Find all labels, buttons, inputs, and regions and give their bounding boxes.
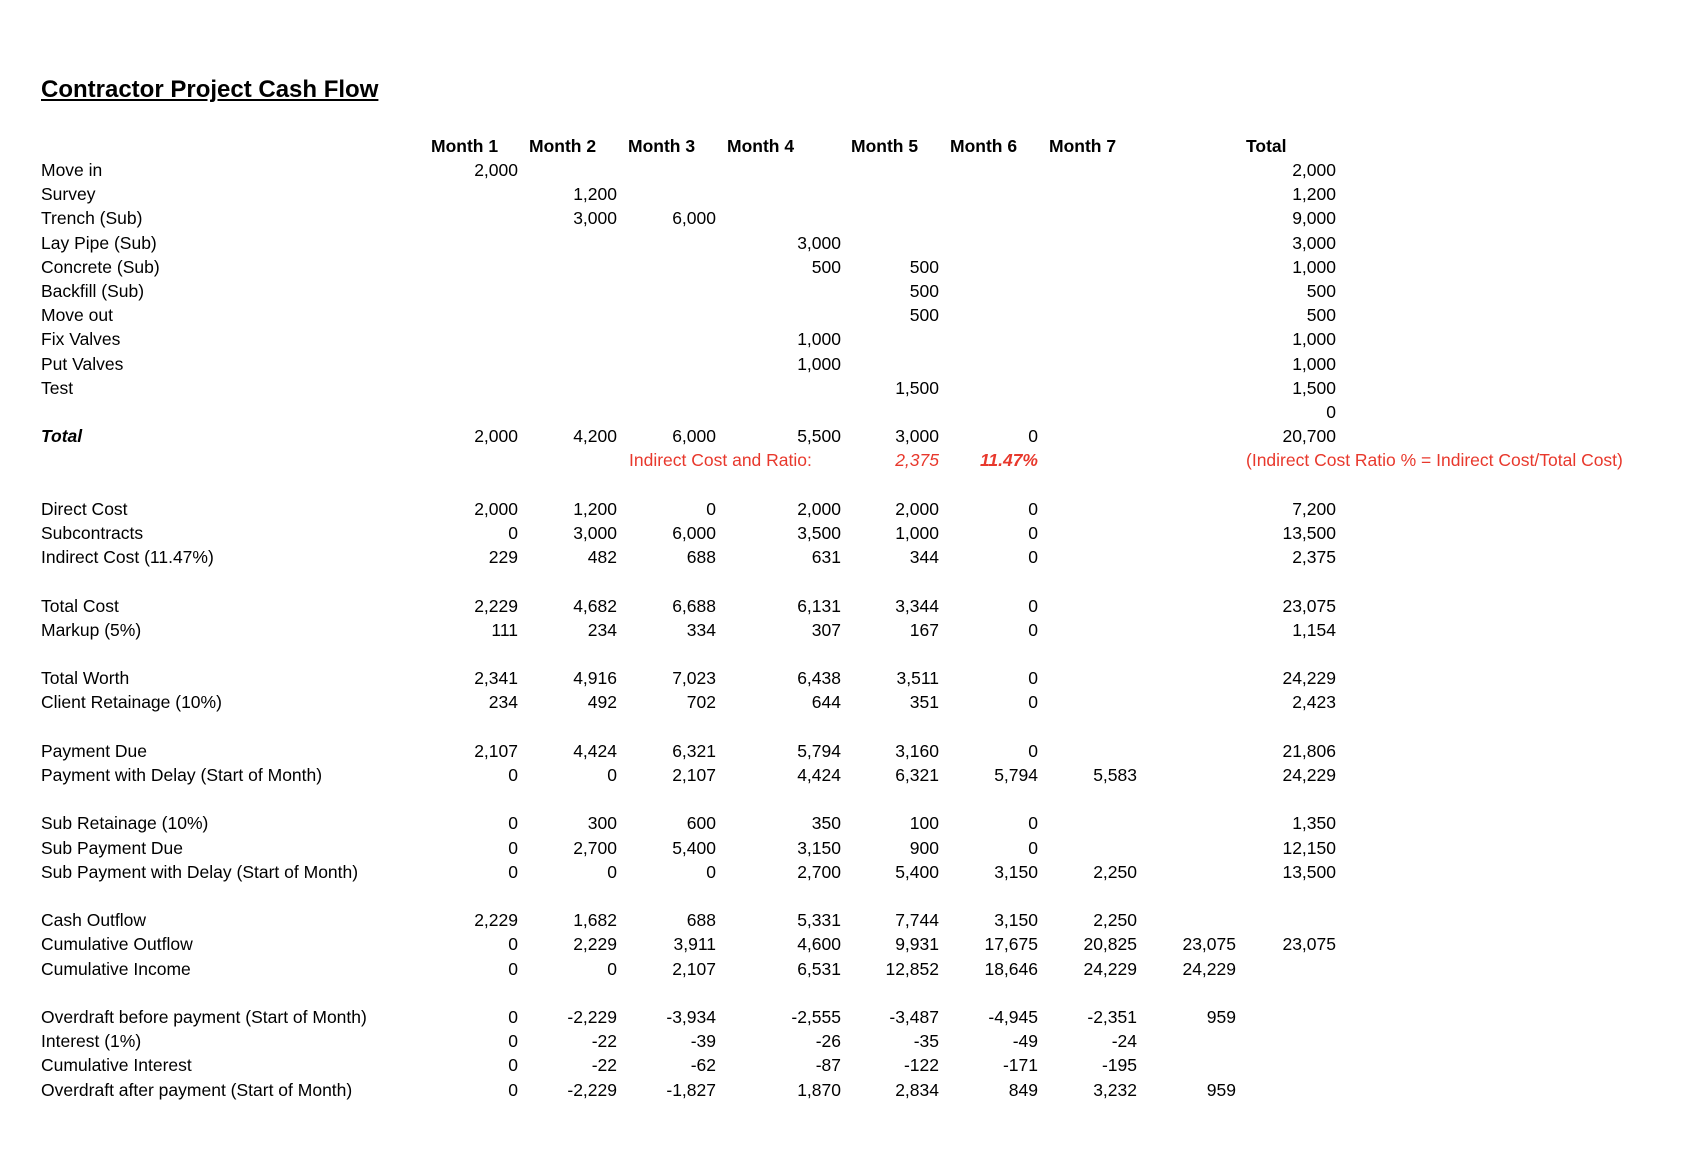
value-cell: 0: [1326, 402, 1336, 422]
value-cell: 4,424: [573, 741, 617, 761]
row-label: Subcontracts: [41, 523, 144, 543]
value-cell: 0: [1028, 499, 1038, 519]
value-cell: 2,834: [895, 1080, 939, 1100]
value-cell: 3,000: [797, 233, 841, 253]
value-cell: 20,825: [1083, 934, 1137, 954]
value-cell: 0: [508, 862, 518, 882]
value-cell: 0: [508, 1080, 518, 1100]
value-cell: 1,500: [895, 378, 939, 398]
value-cell: 6,688: [672, 596, 716, 616]
value-cell: 12,852: [885, 959, 939, 979]
value-cell: 3,150: [994, 910, 1038, 930]
value-cell: 0: [1028, 596, 1038, 616]
row-label: Payment with Delay (Start of Month): [41, 765, 323, 785]
value-cell: 234: [488, 692, 518, 712]
value-cell: 900: [909, 838, 939, 858]
value-cell: 0: [508, 765, 518, 785]
value-cell: 500: [909, 281, 939, 301]
value-cell: 1,000: [1292, 257, 1336, 277]
value-cell: 2,000: [474, 499, 518, 519]
value-cell: -3,934: [666, 1007, 716, 1027]
value-cell: 300: [587, 813, 617, 833]
value-cell: 2,375: [1292, 547, 1336, 567]
value-cell: 12,150: [1282, 838, 1336, 858]
value-cell: 1,000: [1292, 354, 1336, 374]
value-cell: 2,000: [895, 499, 939, 519]
value-cell: 0: [1028, 620, 1038, 640]
value-cell: 2,700: [797, 862, 841, 882]
column-header: Month 2: [529, 136, 597, 156]
value-cell: -87: [815, 1055, 841, 1075]
value-cell: 334: [686, 620, 716, 640]
value-cell: -2,555: [791, 1007, 841, 1027]
value-cell: 6,438: [797, 668, 841, 688]
column-header: Total: [1246, 136, 1287, 156]
value-cell: 0: [1028, 692, 1038, 712]
row-label: Fix Valves: [41, 329, 121, 349]
value-cell: 350: [811, 813, 841, 833]
value-cell: 7,744: [895, 910, 939, 930]
indirect-cost-ratio: 11.47%: [979, 450, 1038, 470]
value-cell: 959: [1206, 1080, 1236, 1100]
row-label: Lay Pipe (Sub): [41, 233, 157, 253]
value-cell: 500: [909, 305, 939, 325]
value-cell: 959: [1206, 1007, 1236, 1027]
value-cell: 20,700: [1282, 426, 1336, 446]
value-cell: 2,423: [1292, 692, 1336, 712]
value-cell: 2,107: [672, 765, 716, 785]
value-cell: 702: [686, 692, 716, 712]
column-header: Month 1: [431, 136, 499, 156]
value-cell: 600: [686, 813, 716, 833]
value-cell: 234: [587, 620, 617, 640]
value-cell: 0: [508, 934, 518, 954]
value-cell: -2,351: [1087, 1007, 1137, 1027]
value-cell: 4,424: [797, 765, 841, 785]
row-label: Overdraft before payment (Start of Month): [41, 1007, 367, 1027]
row-label: Cumulative Outflow: [41, 934, 193, 954]
value-cell: 1,000: [895, 523, 939, 543]
value-cell: 5,583: [1093, 765, 1137, 785]
value-cell: 5,794: [797, 741, 841, 761]
value-cell: 3,500: [797, 523, 841, 543]
row-label: Backfill (Sub): [41, 281, 145, 301]
value-cell: 5,331: [797, 910, 841, 930]
row-label: Sub Payment with Delay (Start of Month): [41, 862, 359, 882]
value-cell: 6,321: [895, 765, 939, 785]
row-label: Total Worth: [41, 668, 130, 688]
page-title: Contractor Project Cash Flow: [41, 76, 379, 103]
value-cell: 0: [1028, 523, 1038, 543]
row-label: Survey: [41, 184, 96, 204]
value-cell: 1,350: [1292, 813, 1336, 833]
value-cell: 3,000: [573, 523, 617, 543]
value-cell: 1,200: [1292, 184, 1336, 204]
value-cell: 351: [909, 692, 939, 712]
value-cell: 1,500: [1292, 378, 1336, 398]
value-cell: 7,200: [1292, 499, 1336, 519]
row-label: Cash Outflow: [41, 910, 147, 930]
value-cell: 0: [508, 523, 518, 543]
value-cell: -22: [591, 1031, 617, 1051]
value-cell: 3,911: [673, 934, 716, 954]
value-cell: 5,400: [672, 838, 716, 858]
row-label: Markup (5%): [41, 620, 142, 640]
value-cell: 5,794: [994, 765, 1038, 785]
value-cell: 3,511: [896, 668, 939, 688]
row-label: Payment Due: [41, 741, 148, 761]
value-cell: -39: [690, 1031, 716, 1051]
row-label: Cumulative Interest: [41, 1055, 192, 1075]
row-label: Direct Cost: [41, 499, 128, 519]
indirect-cost-value: 2,375: [895, 450, 939, 470]
value-cell: 4,200: [573, 426, 617, 446]
value-cell: -49: [1012, 1031, 1038, 1051]
column-header: Month 4: [727, 136, 795, 156]
value-cell: 17,675: [984, 934, 1038, 954]
value-cell: -2,229: [567, 1080, 617, 1100]
value-cell: 4,916: [573, 668, 617, 688]
value-cell: 1,870: [797, 1080, 841, 1100]
value-cell: 7,023: [672, 668, 716, 688]
value-cell: -26: [815, 1031, 841, 1051]
value-cell: 0: [1028, 426, 1038, 446]
value-cell: 0: [607, 959, 617, 979]
value-cell: 111: [491, 620, 518, 640]
value-cell: 2,700: [573, 838, 617, 858]
value-cell: 344: [909, 547, 939, 567]
value-cell: 167: [909, 620, 939, 640]
value-cell: 307: [811, 620, 841, 640]
value-cell: 23,075: [1182, 934, 1236, 954]
value-cell: 500: [811, 257, 841, 277]
value-cell: 5,400: [895, 862, 939, 882]
row-label: Put Valves: [41, 354, 124, 374]
value-cell: 0: [508, 1007, 518, 1027]
value-cell: 24,229: [1282, 668, 1336, 688]
value-cell: 24,229: [1282, 765, 1336, 785]
value-cell: 2,107: [474, 741, 518, 761]
value-cell: -22: [591, 1055, 617, 1075]
row-label: Sub Payment Due: [41, 838, 184, 858]
value-cell: 482: [587, 547, 617, 567]
column-header: Month 7: [1049, 136, 1117, 156]
value-cell: 6,531: [797, 959, 841, 979]
indirect-ratio-formula: (Indirect Cost Ratio % = Indirect Cost/Total Cost): [1246, 450, 1623, 470]
column-header: Month 5: [851, 136, 919, 156]
value-cell: 0: [508, 813, 518, 833]
value-cell: 6,000: [672, 523, 716, 543]
value-cell: 2,229: [573, 934, 617, 954]
value-cell: 492: [587, 692, 617, 712]
value-cell: 0: [508, 1055, 518, 1075]
value-cell: 3,344: [895, 596, 939, 616]
value-cell: 3,232: [1093, 1080, 1137, 1100]
value-cell: 4,600: [797, 934, 841, 954]
value-cell: 2,000: [474, 160, 518, 180]
value-cell: 1,000: [1292, 329, 1336, 349]
value-cell: 631: [811, 547, 841, 567]
value-cell: 849: [1008, 1080, 1038, 1100]
value-cell: 229: [488, 547, 518, 567]
value-cell: 13,500: [1282, 862, 1336, 882]
value-cell: 1,000: [797, 354, 841, 374]
value-cell: 500: [909, 257, 939, 277]
value-cell: 688: [686, 547, 716, 567]
value-cell: 21,806: [1282, 741, 1336, 761]
value-cell: 1,682: [573, 910, 617, 930]
value-cell: 0: [1028, 547, 1038, 567]
value-cell: -122: [903, 1055, 939, 1075]
value-cell: 18,646: [984, 959, 1038, 979]
value-cell: 23,075: [1282, 934, 1336, 954]
value-cell: 2,250: [1093, 910, 1137, 930]
value-cell: 2,229: [474, 910, 518, 930]
row-label: Interest (1%): [41, 1031, 142, 1051]
value-cell: 4,682: [573, 596, 617, 616]
value-cell: 0: [1028, 741, 1038, 761]
value-cell: 644: [811, 692, 841, 712]
row-label: Concrete (Sub): [41, 257, 160, 277]
value-cell: 2,000: [474, 426, 518, 446]
value-cell: 9,931: [895, 934, 939, 954]
value-cell: 1,200: [573, 184, 617, 204]
value-cell: 0: [508, 838, 518, 858]
value-cell: -35: [913, 1031, 939, 1051]
row-label: Total Cost: [41, 596, 119, 616]
value-cell: 0: [706, 499, 716, 519]
value-cell: 2,229: [474, 596, 518, 616]
value-cell: 2,107: [672, 959, 716, 979]
value-cell: 5,500: [797, 426, 841, 446]
column-header: Month 3: [628, 136, 696, 156]
value-cell: -3,487: [889, 1007, 939, 1027]
value-cell: 0: [508, 1031, 518, 1051]
value-cell: 6,000: [672, 208, 716, 228]
value-cell: -195: [1101, 1055, 1137, 1075]
row-label: Sub Retainage (10%): [41, 813, 209, 833]
value-cell: 13,500: [1282, 523, 1336, 543]
row-label: Cumulative Income: [41, 959, 191, 979]
row-label: Trench (Sub): [41, 208, 143, 228]
value-cell: -4,945: [988, 1007, 1038, 1027]
value-cell: -2,229: [567, 1007, 617, 1027]
row-label: Total: [41, 426, 83, 446]
indirect-cost-label: Indirect Cost and Ratio:: [629, 450, 812, 470]
value-cell: 0: [607, 765, 617, 785]
value-cell: -62: [690, 1055, 716, 1075]
value-cell: 3,160: [895, 741, 939, 761]
value-cell: 688: [686, 910, 716, 930]
row-label: Test: [41, 378, 74, 398]
value-cell: 0: [706, 862, 716, 882]
row-label: Overdraft after payment (Start of Month): [41, 1080, 353, 1100]
value-cell: -171: [1002, 1055, 1038, 1075]
value-cell: 3,000: [573, 208, 617, 228]
value-cell: 0: [1028, 838, 1038, 858]
value-cell: 6,131: [797, 596, 841, 616]
value-cell: 100: [909, 813, 939, 833]
value-cell: 3,000: [1292, 233, 1336, 253]
value-cell: 1,200: [573, 499, 617, 519]
value-cell: 24,229: [1083, 959, 1137, 979]
row-label: Client Retainage (10%): [41, 692, 222, 712]
column-header: Month 6: [950, 136, 1018, 156]
value-cell: 24,229: [1182, 959, 1236, 979]
value-cell: 2,000: [1292, 160, 1336, 180]
value-cell: -1,827: [666, 1080, 716, 1100]
value-cell: 0: [1028, 813, 1038, 833]
value-cell: 500: [1306, 305, 1336, 325]
value-cell: 2,000: [797, 499, 841, 519]
value-cell: 23,075: [1282, 596, 1336, 616]
value-cell: 9,000: [1292, 208, 1336, 228]
value-cell: 0: [1028, 668, 1038, 688]
value-cell: -24: [1111, 1031, 1137, 1051]
value-cell: 0: [508, 959, 518, 979]
value-cell: 2,341: [474, 668, 518, 688]
value-cell: 1,154: [1292, 620, 1336, 640]
value-cell: 500: [1306, 281, 1336, 301]
value-cell: 6,000: [672, 426, 716, 446]
row-label: Indirect Cost (11.47%): [41, 547, 214, 567]
value-cell: 3,150: [797, 838, 841, 858]
value-cell: 3,000: [895, 426, 939, 446]
value-cell: 3,150: [994, 862, 1038, 882]
value-cell: 1,000: [797, 329, 841, 349]
row-label: Move in: [41, 160, 103, 180]
row-label: Move out: [41, 305, 113, 325]
value-cell: 6,321: [672, 741, 716, 761]
value-cell: 0: [607, 862, 617, 882]
value-cell: 2,250: [1093, 862, 1137, 882]
